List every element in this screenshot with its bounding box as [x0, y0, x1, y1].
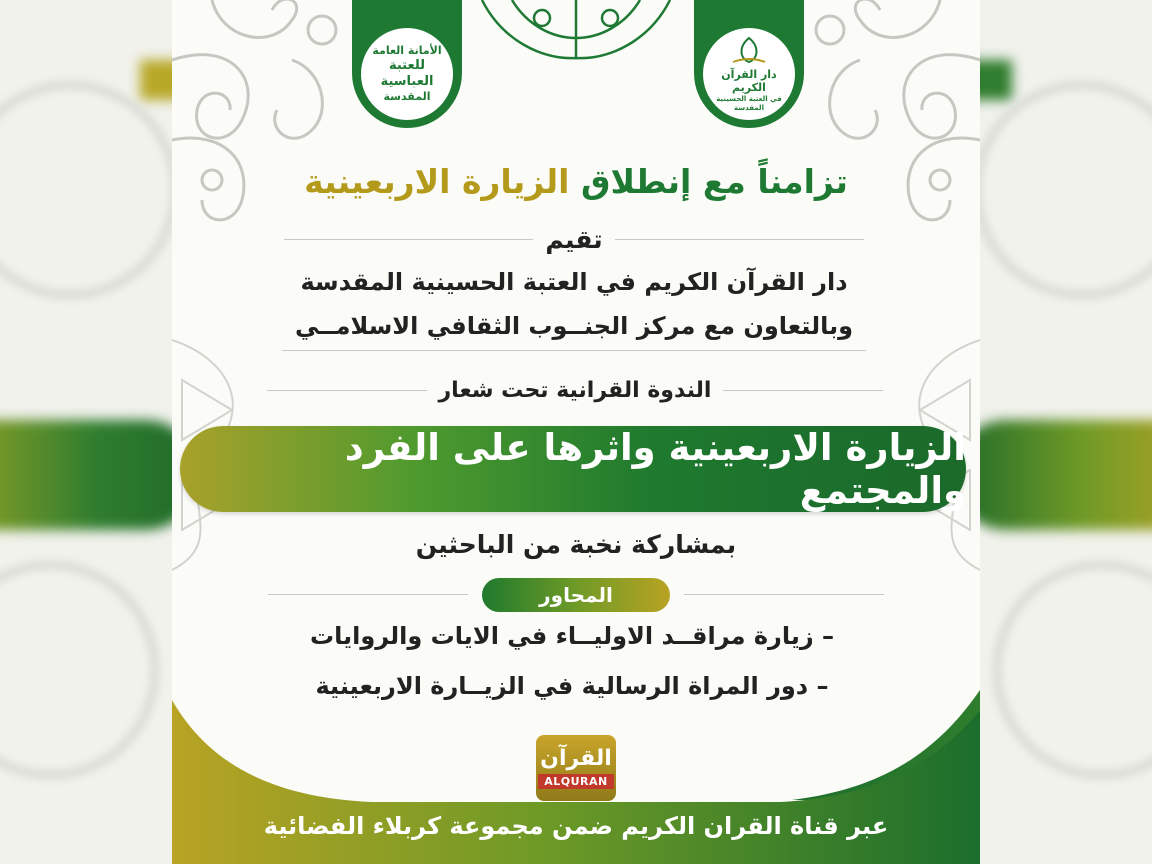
- axes-rule-left: [268, 594, 468, 595]
- title-part1: تزامناً مع إنطلاق: [580, 162, 848, 201]
- shrine-logo: [352, 0, 462, 128]
- quran-house-logo-line1: دار القرآن الكريم: [721, 67, 777, 95]
- shrine-logo-line3: المقدسة: [383, 90, 431, 104]
- axes-label: المحاور: [539, 583, 613, 607]
- axes-rule-right: [684, 594, 884, 595]
- slogan-text: الزيارة الاربعينية واثرها على الفرد والمجتمع: [344, 426, 966, 512]
- forum-label: الندوة القرانية تحت شعار: [438, 378, 712, 403]
- alquran-logo-english: ALQURAN: [538, 774, 614, 789]
- forum-row: [267, 378, 883, 403]
- alquran-logo-arabic: القرآن: [540, 745, 612, 771]
- event-poster: [172, 0, 980, 864]
- organizer-line-2: وبالتعاون مع مركز الجنــوب الثقافي الاسلامــي: [282, 312, 866, 351]
- footer-text: عبر قناة القران الكريم ضمن مجموعة كربلاء الفضائية: [263, 812, 889, 840]
- background-left-blur: [0, 0, 172, 864]
- quran-house-logo-line2: في العتبة الحسينية المقدسة: [716, 95, 782, 112]
- title-part2: الزيارة الاربعينية: [304, 162, 570, 201]
- axis-item: – زيارة مراقــد الاوليــاء في الايات والروايات: [309, 622, 835, 650]
- axes-label-pill: [482, 578, 670, 612]
- quran-house-logo: [694, 0, 804, 128]
- slogan-banner: [180, 426, 966, 512]
- background-right-blur: [980, 0, 1152, 864]
- ornament-top-center-icon: [472, 0, 680, 62]
- shrine-logo-line2: للعتبة العباسية: [380, 57, 434, 89]
- poster-title: [252, 162, 900, 201]
- presents-row: [284, 225, 864, 254]
- participation-text: بمشاركة نخبة من الباحثين: [415, 530, 737, 559]
- organizer-line-1: دار القرآن الكريم في العتبة الحسينية المقدسة: [300, 268, 848, 296]
- axis-item: – دور المراة الرسالية في الزيــارة الاربعينية: [315, 672, 829, 700]
- presents-text: تقيم: [545, 225, 603, 254]
- quran-house-logo-icon: [729, 36, 769, 68]
- shrine-logo-line1: الأمانة العامة: [372, 44, 442, 57]
- alquran-channel-logo: [536, 735, 616, 801]
